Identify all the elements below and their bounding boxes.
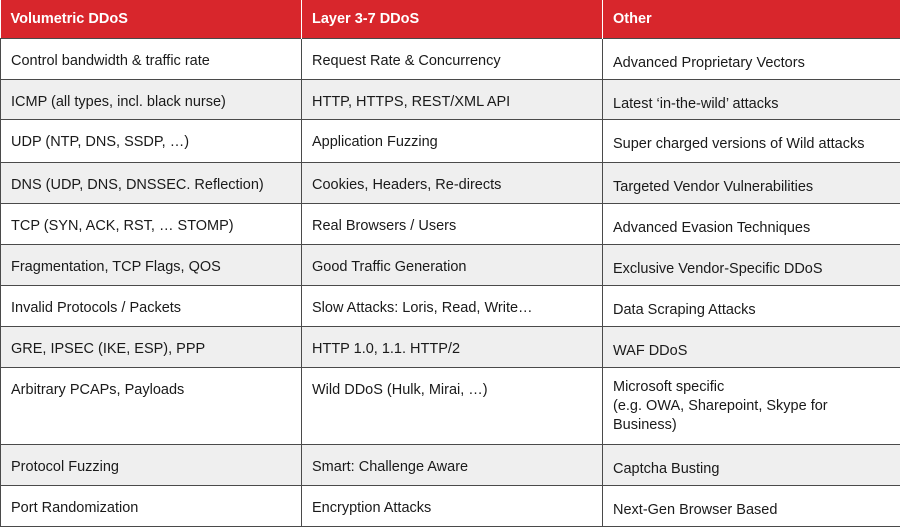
table-cell: WAF DDoS [603, 327, 900, 368]
table-cell: HTTP 1.0, 1.1. HTTP/2 [302, 327, 603, 368]
column-header-other: Other [603, 0, 900, 39]
table-cell: Microsoft specific (e.g. OWA, Sharepoint, Skype for Business) [603, 368, 900, 445]
header-row [1, 0, 900, 39]
table-cell: Advanced Evasion Techniques [603, 204, 900, 245]
table-row [1, 80, 900, 120]
table-cell: ICMP (all types, incl. black nurse) [1, 80, 302, 120]
table-cell: Captcha Busting [603, 445, 900, 486]
table-cell: Exclusive Vendor-Specific DDoS [603, 245, 900, 286]
table-cell: Targeted Vendor Vulnerabilities [603, 163, 900, 204]
table-row [1, 204, 900, 245]
table-cell: Fragmentation, TCP Flags, QOS [1, 245, 302, 286]
table-cell: HTTP, HTTPS, REST/XML API [302, 80, 603, 120]
table-cell: Invalid Protocols / Packets [1, 286, 302, 327]
table-cell: Control bandwidth & traffic rate [1, 39, 302, 80]
table-cell: DNS (UDP, DNS, DNSSEC. Reflection) [1, 163, 302, 204]
column-header-layer3-7: Layer 3-7 DDoS [302, 0, 603, 39]
column-header-volumetric: Volumetric DDoS [1, 0, 302, 39]
table-cell: Wild DDoS (Hulk, Mirai, …) [302, 368, 603, 445]
table-cell: Cookies, Headers, Re-directs [302, 163, 603, 204]
table-row [1, 163, 900, 204]
table-row [1, 445, 900, 486]
table-cell: Super charged versions of Wild attacks [603, 120, 900, 163]
table-cell: Latest ‘in-the-wild’ attacks [603, 80, 900, 120]
table-cell: Data Scraping Attacks [603, 286, 900, 327]
table-cell: Application Fuzzing [302, 120, 603, 163]
table-row [1, 39, 900, 80]
table-cell: GRE, IPSEC (IKE, ESP), PPP [1, 327, 302, 368]
table-cell: Port Randomization [1, 486, 302, 527]
table-row [1, 245, 900, 286]
table-row [1, 327, 900, 368]
table-cell: Next-Gen Browser Based [603, 486, 900, 527]
table-cell: Encryption Attacks [302, 486, 603, 527]
table-cell: Protocol Fuzzing [1, 445, 302, 486]
table-cell: UDP (NTP, DNS, SSDP, …) [1, 120, 302, 163]
table-row [1, 286, 900, 327]
table-cell: Advanced Proprietary Vectors [603, 39, 900, 80]
table-cell: Slow Attacks: Loris, Read, Write… [302, 286, 603, 327]
table-cell: Arbitrary PCAPs, Payloads [1, 368, 302, 445]
table-cell: Smart: Challenge Aware [302, 445, 603, 486]
table-cell: TCP (SYN, ACK, RST, … STOMP) [1, 204, 302, 245]
table-row [1, 120, 900, 163]
table-cell: Good Traffic Generation [302, 245, 603, 286]
table-cell: Real Browsers / Users [302, 204, 603, 245]
table-row [1, 368, 900, 445]
table-row [1, 486, 900, 527]
table-cell: Request Rate & Concurrency [302, 39, 603, 80]
